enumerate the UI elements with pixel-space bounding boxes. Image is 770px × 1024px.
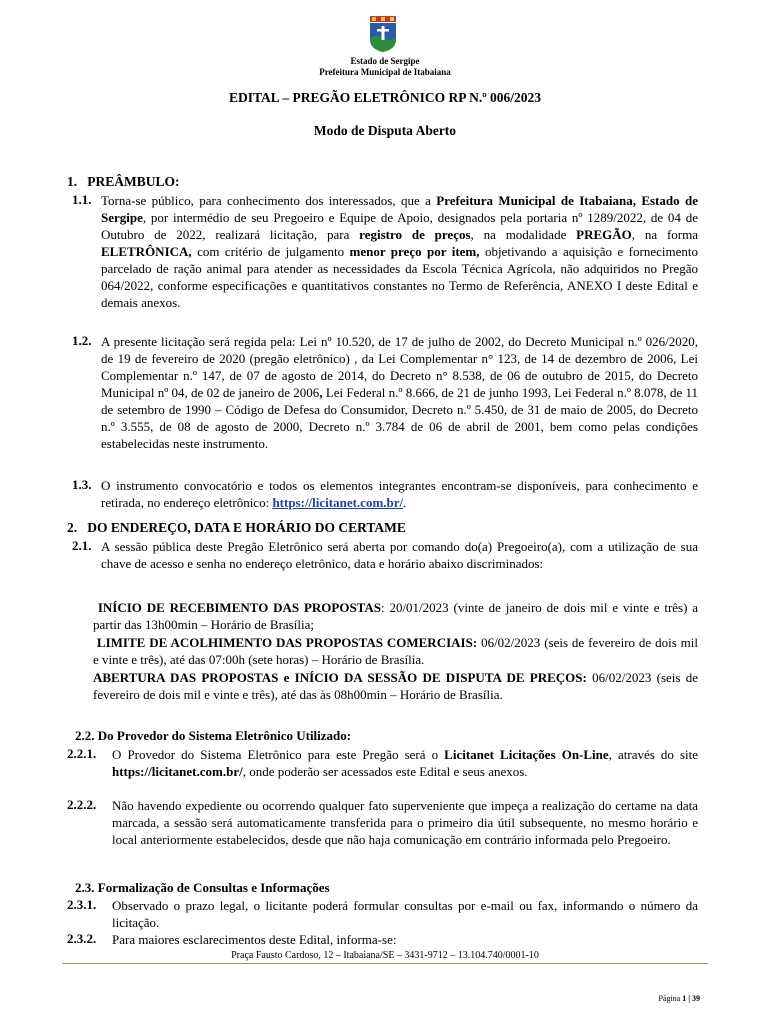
section-title: DO ENDEREÇO, DATA E HORÁRIO DO CERTAME xyxy=(87,520,406,535)
header-state: Estado de Sergipe xyxy=(350,56,420,66)
section-1-heading xyxy=(67,174,180,190)
paragraph-number: 2.2.2. xyxy=(67,797,97,812)
text: , na modalidade xyxy=(470,227,577,242)
licitanet-link[interactable]: https://licitanet.com.br/ xyxy=(272,495,404,510)
paragraph-1-2 xyxy=(101,333,698,452)
text-bold: Prefeitura Municipal de Itabaiana, Estado de Sergipe xyxy=(101,193,698,225)
limite-propostas xyxy=(93,634,698,668)
section-number: 1. xyxy=(67,174,78,189)
text-bold: registro de preços xyxy=(359,227,471,242)
page-number xyxy=(658,994,700,1003)
page-value: 1 | 39 xyxy=(682,994,700,1003)
text: 06/02/2023 (seis de fevereiro de dois mil e vinte e três), até das 07:00h (sete horas) – Horário de Brasília. xyxy=(93,635,699,667)
text-bold: ELETRÔNICA, xyxy=(101,244,192,259)
text: 06/02/2023 (seis de fevereiro de dois mil e vinte e três), até das às 08h00min – Horário de Brasília. xyxy=(93,670,698,702)
paragraph-2-3-2: Para maiores esclarecimentos deste Edital, informa-se: xyxy=(112,932,397,947)
text: O Provedor do Sistema Eletrônico para este Pregão será o xyxy=(112,747,445,762)
text-bold: INÍCIO DE RECEBIMENTO DAS PROPOSTAS xyxy=(97,600,382,615)
paragraph-number: 2.3.1. xyxy=(67,897,97,912)
paragraph-1-1 xyxy=(101,192,698,311)
text-bold: ABERTURA DAS PROPOSTAS e INÍCIO DA SESSÃO DE DISPUTA DE PREÇOS: xyxy=(93,670,587,685)
text-bold: https://licitanet.com.br/ xyxy=(112,764,243,779)
paragraph-2-2-2: Não havendo expediente ou ocorrendo qualquer fato superveniente que impeça a realização do certame na data marcada, a sessão será automaticamente transferida para o primeiro dia útil subsequente, no mesmo horário e local anteriormente estabelecidos, desde que não haja comunicação em contrário informada pelo Pregoeiro. xyxy=(112,798,698,847)
municipal-crest-icon xyxy=(368,16,398,52)
paragraph-2-2-1 xyxy=(112,746,698,780)
text: O instrumento convocatório e todos os elementos integrantes encontram-se disponíveis, para conhecimento e retirada, no endereço eletrônico: xyxy=(101,478,698,510)
document-subtitle: Modo de Disputa Aberto xyxy=(313,123,457,138)
page-label: Página xyxy=(658,994,683,1003)
text: , onde poderão ser acessados este Edital e seus anexos. xyxy=(242,764,528,779)
text-bold: LIMITE DE ACOLHIMENTO DAS PROPOSTAS COMERCIAIS: xyxy=(96,635,478,650)
header-prefeitura: Prefeitura Municipal de Itabaiana xyxy=(319,67,451,77)
paragraph-2-1: A sessão pública deste Pregão Eletrônico será aberta por comando do(a) Pregoeiro(a), com a utilização de sua chave de acesso e senha no endereço eletrônico, data e horário abaixo discriminados: xyxy=(101,539,698,571)
abertura-propostas xyxy=(93,669,698,703)
text: , por intermédio de seu Pregoeiro e Equipe de Apoio, designados pela portaria nº 1289/2022, de 04 de Outubro de 2022, realizará licitação, para xyxy=(101,210,698,242)
document-title: EDITAL – PREGÃO ELETRÔNICO RP N.º 006/2023 xyxy=(228,90,542,105)
section-number: 2. xyxy=(67,520,78,535)
text: A presente licitação será regida pela: Lei nº 10.520, de 17 de julho de 2002, do Decreto Municipal n.º 026/2020, de 19 de fevereiro de 2020 (pregão eletrônico) , da Lei Complementar n° 123, de 14 de dezembro de 2006, Lei Complementar n.º 147, de 07 de agosto de 2014, do Decreto n° 8.538, de 06 de outubro de 2015, do Decreto Municipal nº 04, de 02 de janeiro de 2006 xyxy=(101,334,698,400)
text: . xyxy=(403,495,407,510)
inicio-propostas xyxy=(93,599,698,633)
text: objetivando a aquisição e fornecimento parcelado de ração animal para atender as necessidades da Escola Técnica Agrícola, não adquiridos no Pregão 064/2022, conforme especificações e quantitativos constantes no Termo de Referência, ANEXO I deste Edital e demais anexos. xyxy=(101,244,698,310)
text: Lei Federal n.º 8.666, de 21 de junho 1993, Lei Federal n.º 8.078, de 11 de setembro de 1990 – Código de Defesa do Consumidor, Decreto n.º 5.450, de 31 de maio de 2005, do Decreto n.º 3.555, de 08 de agosto de 2000, Decreto n.º 3.784 de 06 de abril de 2001, bem como pelas condições estabelecidas neste instrumento. xyxy=(101,385,699,451)
text-bold: PREGÃO xyxy=(576,227,632,242)
paragraph-number: 2.1. xyxy=(72,538,92,553)
subsection-2-2-heading: 2.2. Do Provedor do Sistema Eletrônico Utilizado: xyxy=(75,728,352,743)
paragraph-number: 2.3.2. xyxy=(67,931,97,946)
text-bold: menor preço por item, xyxy=(349,244,480,259)
text: : 20/01/2023 (vinte de janeiro de dois mil e vinte e três) a partir das 13h00min – Horário de Brasília; xyxy=(93,600,699,632)
subsection-2-3-heading: 2.3. Formalização de Consultas e Informações xyxy=(75,880,330,895)
text: , através do site xyxy=(608,747,698,762)
footer-rule xyxy=(62,963,708,964)
paragraph-number: 1.1. xyxy=(72,192,92,207)
text: , na forma xyxy=(631,227,699,242)
paragraph-2-3-1: Observado o prazo legal, o licitante poderá formular consultas por e-mail ou fax, informando o número da licitação. xyxy=(112,898,698,930)
footer-address: Praça Fausto Cardoso, 12 – Itabaiana/SE – 3431-9712 – 13.104.740/0001-10 xyxy=(231,950,539,961)
paragraph-1-3 xyxy=(101,477,698,511)
text-bold: , xyxy=(319,385,323,400)
text: Torna-se público, para conhecimento dos interessados, que a xyxy=(101,193,437,208)
paragraph-number: 1.3. xyxy=(72,477,92,492)
paragraph-number: 1.2. xyxy=(72,333,92,348)
section-2-heading xyxy=(67,520,406,536)
text: com critério de julgamento xyxy=(191,244,350,259)
paragraph-number: 2.2.1. xyxy=(67,746,97,761)
section-title: PREÂMBULO: xyxy=(87,174,180,189)
text-bold: Licitanet Licitações On-Line xyxy=(444,747,609,762)
